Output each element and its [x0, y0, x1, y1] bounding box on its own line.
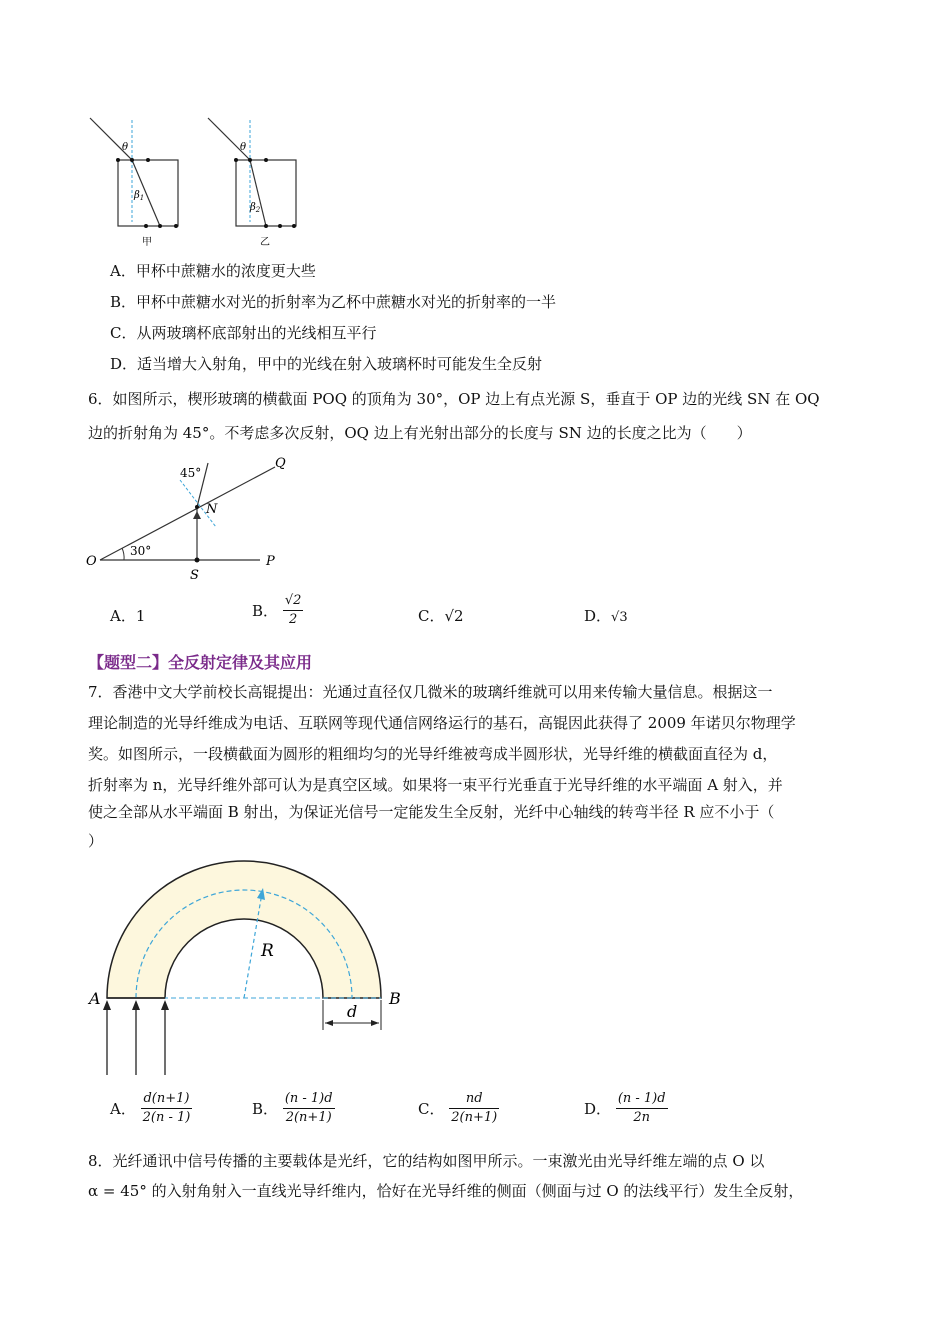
beta2-label: $\beta_2$ [250, 202, 261, 214]
angle-30-label: 30° [130, 544, 152, 558]
point-s-label: S [190, 568, 199, 583]
diameter-d-label: d [347, 1002, 358, 1021]
q7-line-1: 7．香港中文大学前校长高锟提出：光通过直径仅几微米的玻璃纤维就可以用来传输大量信息。根据这一 [88, 683, 773, 701]
cup-yi [208, 118, 296, 248]
theta-label-yi: θ [240, 142, 247, 153]
q7-line-3: 奖。如图所示，一段横截面为圆形的粗细均匀的光导纤维被弯成半圆形状，光导纤维的横截面直径为 d， [88, 745, 778, 763]
q6-stem-line2: 边的折射角为 45°。不考虑多次反射，OQ 边上有光射出部分的长度与 SN 边的长度之比为（ ） [88, 424, 752, 442]
q7-option-d: D． $\frac{(n - 1)d}{2n}$ [584, 1091, 666, 1125]
q6-option-a: A．1 [110, 607, 146, 625]
q8-line-2: α = 45° 的入射角射入一直线光导纤维内，恰好在光导纤维的侧面（侧面与过 O 的法线平行）发生全反射， [88, 1182, 804, 1200]
q6-figure [80, 455, 300, 585]
radius-r-label: R [261, 941, 274, 961]
angle-45-label: 45° [180, 466, 202, 480]
point-n-label: N [206, 502, 218, 517]
q7-option-c: C． $\frac{nd}{2(n+1)}$ [418, 1091, 498, 1125]
q5-figure [80, 110, 320, 255]
caption-jia: 甲 [142, 237, 152, 248]
q7-option-a: A． $\frac{d(n+1)}{2(n - 1)}$ [110, 1091, 191, 1125]
q5-option-a: A．甲杯中蔗糖水的浓度更大些 [110, 262, 316, 280]
q7-option-b: B． $\frac{(n - 1)d}{2(n+1)}$ [252, 1091, 333, 1125]
q5-option-c: C．从两玻璃杯底部射出的光线相互平行 [110, 324, 377, 342]
point-o-label: O [86, 554, 97, 569]
point-q-label: Q [275, 456, 286, 471]
q5-option-b: B．甲杯中蔗糖水对光的折射率为乙杯中蔗糖水对光的折射率的一半 [110, 293, 557, 311]
end-b-label: B [389, 989, 401, 1008]
q7-line-6: ） [88, 832, 104, 850]
q6-option-c: C．√2 [418, 607, 464, 625]
section-heading: 【题型二】全反射定律及其应用 [88, 653, 313, 672]
q6-stem-line1: 6．如图所示，楔形玻璃的横截面 POQ 的顶角为 30°，OP 边上有点光源 S，垂直于 OP 边的光线 SN 在 OQ [88, 390, 820, 408]
q5-option-d: D．适当增大入射角，甲中的光线在射入玻璃杯时可能发生全反射 [110, 355, 543, 373]
q7-line-4: 折射率为 n，光导纤维外部可认为是真空区域。如果将一束平行光垂直于光导纤维的水平端面 A 射入，并 [88, 776, 783, 794]
beta1-label: $\beta_1$ [134, 190, 145, 202]
q7-figure [85, 860, 415, 1085]
point-p-label: P [266, 554, 275, 569]
q6-option-d: D．√3 [584, 607, 628, 625]
theta-label-jia: θ [122, 142, 129, 153]
q6-option-b: B． $\frac{√2}{2}$ [252, 593, 302, 627]
caption-yi: 乙 [260, 237, 270, 248]
q8-line-1: 8．光纤通讯中信号传播的主要载体是光纤，它的结构如图甲所示。一束激光由光导纤维左端的点 O 以 [88, 1152, 765, 1170]
q7-line-2: 理论制造的光导纤维成为电话、互联网等现代通信网络运行的基石，高锟因此获得了 2009 年诺贝尔物理学 [88, 714, 796, 732]
q7-line-5: 使之全部从水平端面 B 射出，为保证光信号一定能发生全反射，光纤中心轴线的转弯半径 R 应不小于（ [88, 803, 775, 821]
end-a-label: A [89, 989, 101, 1008]
cup-jia [90, 118, 178, 248]
